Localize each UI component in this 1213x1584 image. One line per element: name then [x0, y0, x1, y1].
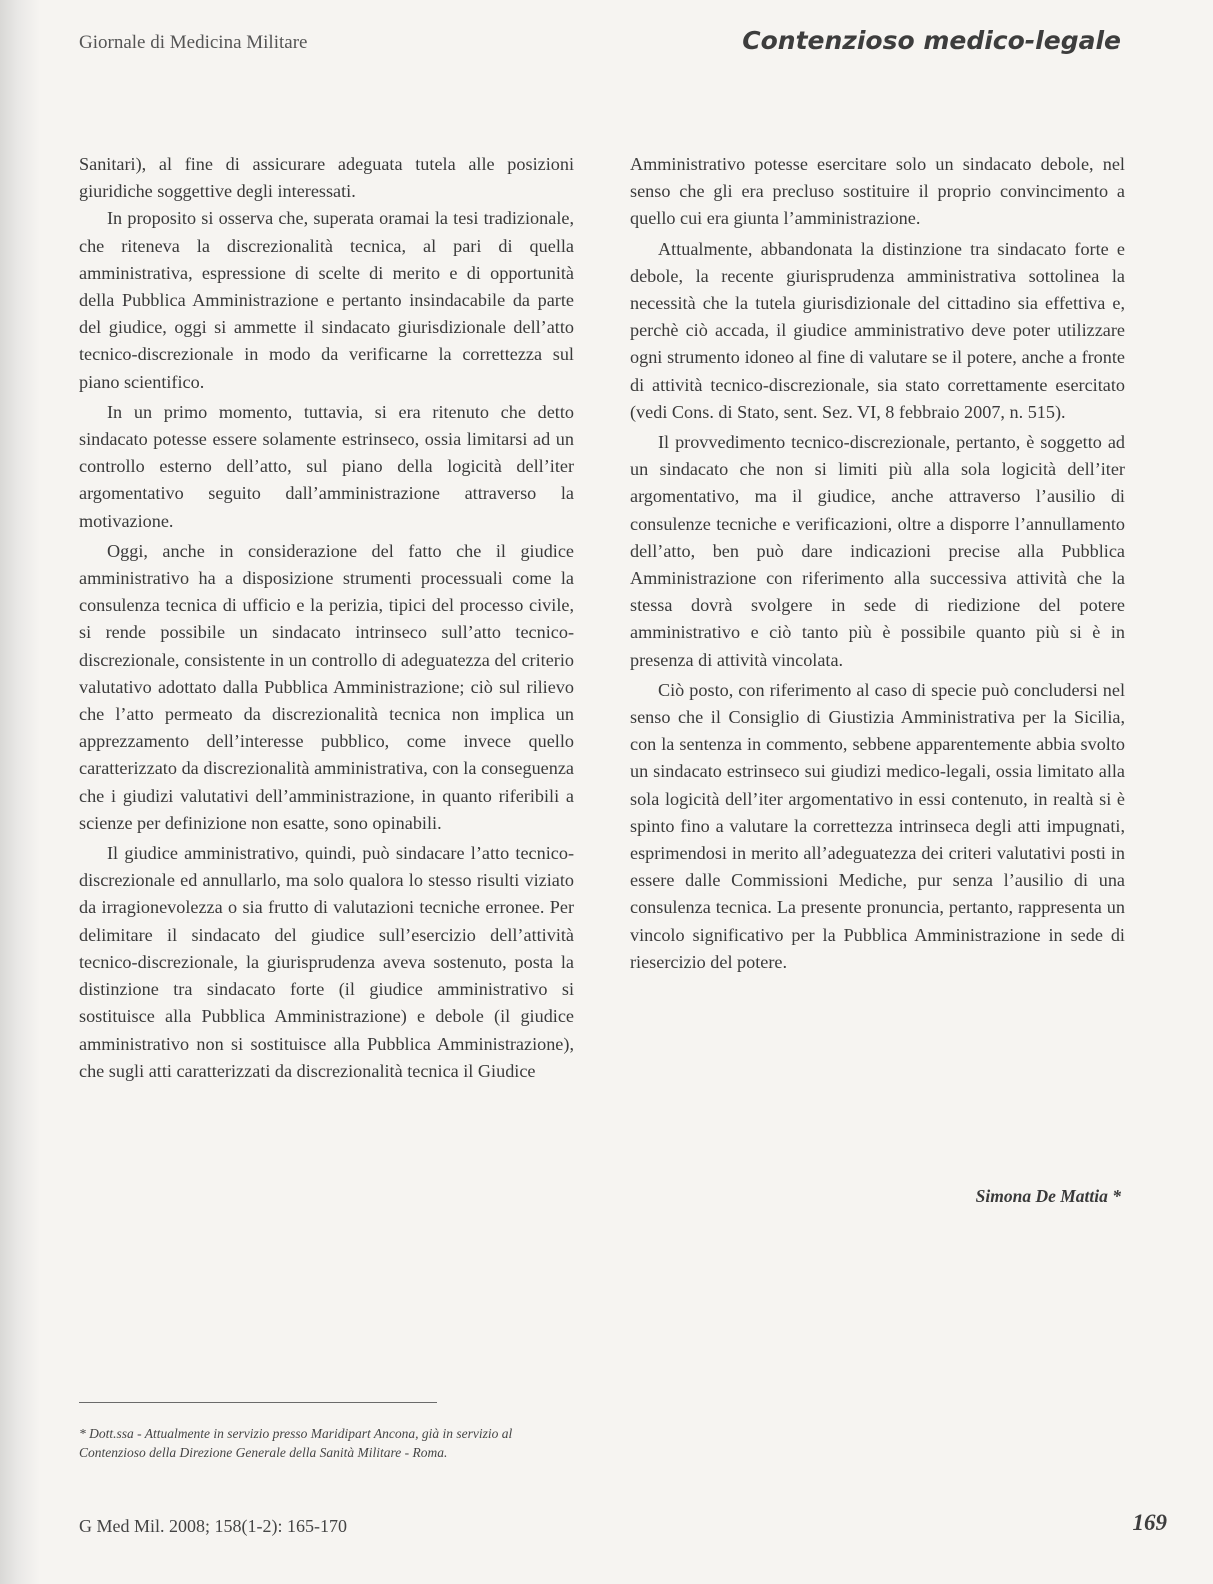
journal-citation: G Med Mil. 2008; 158(1-2): 165-170 [79, 1516, 347, 1536]
paragraph: Oggi, anche in considerazione del fatto che il giudice amministrativo ha a disposizione strumenti processuali come la consulenza tecnica di ufficio e la perizia, tipici del processo civile, si rende possibile un sindacato intrinseco sull’atto tecnico-discrezionale, consistente in un controllo di adeguatezza del criterio valutativo adottato dalla Pubblica Amministrazione; ciò sul rilievo che l’atto permeato da discrezionalità tecnica non implica un apprezzamento dell’interesse pubblico, come invece quello caratterizzato da discrezionalità amministrativa, con la conseguenza che i giudizi valutativi dell’amministrazione, in quanto riferibili a scienze per definizione non esatte, sono opinabili. [79, 540, 574, 833]
paragraph: Attualmente, abbandonata la distinzione tra sindacato forte e debole, la recente giurisprudenza amministrativa sottolinea la necessità che la tutela giurisdizionale del cittadino sia effettiva e, perchè ciò accada, il giudice amministrativo deve poter utilizzare ogni strumento idoneo al fine di valutare se il potere, anche a fronte di attività tecnico-discrezionale, sia stato correttamente esercitato (vedi Cons. di Stato, sent. Sez. VI, 8 febbraio 2007, n. 515). [630, 238, 1125, 422]
left-column [79, 151, 574, 1085]
right-column [630, 151, 1125, 976]
paragraph: Sanitari), al fine di assicurare adeguata tutela alle posizioni giuridiche soggettive degli interessati. [79, 154, 574, 202]
page-gutter-shadow [0, 0, 40, 1584]
paragraph: In proposito si osserva che, superata oramai la tesi tradizionale, che riteneva la discrezionalità tecnica, al pari di quella amministrativa, espressione di scelte di merito e di opportunità della Pubblica Amministrazione e pertanto insindacabile da parte del giudice, oggi si ammette il sindacato giurisdizionale dell’atto tecnico-discrezionale in modo da verificarne la correttezza sul piano scientifico. [79, 208, 574, 392]
paragraph: Il giudice amministrativo, quindi, può sindacare l’atto tecnico-discrezionale ed annullarlo, ma solo qualora lo stesso risulti viziato da irragionevolezza o sia frutto di valutazioni tecniche erronee. Per delimitare il sindacato del giudice sull’esercizio dell’attività tecnico-discrezionale, la giurisprudenza aveva sostenuto, posta la distinzione tra sindacato forte (il giudice amministrativo si sostituisce alla Pubblica Amministrazione) e debole (il giudice amministrativo non si sostituisce alla Pubblica Amministrazione), che sugli atti caratterizzati da discrezionalità tecnica il Giudice [79, 843, 574, 1081]
author-signature: Simona De Mattia * [975, 1186, 1121, 1206]
paragraph: Il provvedimento tecnico-discrezionale, pertanto, è soggetto ad un sindacato che non si limiti più alla sola logicità dell’iter argomentativo, ma il giudice, anche attraverso l’ausilio di consulenze tecniche e verificazioni, oltre a disporre l’annullamento dell’atto, ben può dare indicazioni precise alla Pubblica Amministrazione con riferimento alla successiva attività che la stessa dovrà svolgere in sede di riedizione del potere amministrativo e ciò tanto più è possibile quanto più si è in presenza di attività vincolata. [630, 432, 1125, 670]
paragraph: Ciò posto, con riferimento al caso di specie può concludersi nel senso che il Consiglio di Giustizia Amministrativa per la Sicilia, con la sentenza in commento, sebbene apparentemente abbia svolto un sindacato estrinseco sui giudizi medico-legali, ossia limitato alla sola logicità dell’iter argomentativo in essi contenuto, in realtà si è spinto fino a valutare la correttezza intrinseca degli atti impugnati, esprimendosi in merito all’adeguatezza dei criteri valutativi posti in essere dalle Commissioni Mediche, pur senza l’ausilio di una consulenza tecnica. La presente pronuncia, pertanto, rappresenta un vincolo significativo per la Pubblica Amministrazione in sede di riesercizio del potere. [630, 679, 1125, 972]
page-number: 169 [1132, 1510, 1167, 1535]
journal-running-head: Giornale di Medicina Militare [79, 32, 308, 53]
footnote: * Dott.ssa - Attualmente in servizio presso Maridipart Ancona, già in servizio al Contenzioso della Direzione Generale della Sanità Militare - Roma. [79, 1426, 513, 1460]
paragraph: In un primo momento, tuttavia, si era ritenuto che detto sindacato potesse essere solamente estrinseco, ossia limitarsi ad un controllo esterno dell’atto, sul piano della logicità dell’iter argomentativo seguito dall’amministrazione attraverso la motivazione. [79, 401, 574, 531]
paragraph: Amministrativo potesse esercitare solo un sindacato debole, nel senso che gli era precluso sostituire il proprio convincimento a quello cui era giunta l’amministrazione. [630, 154, 1125, 229]
footnote-divider [79, 1402, 437, 1403]
section-running-head: Contenzioso medico-legale [742, 26, 1121, 55]
